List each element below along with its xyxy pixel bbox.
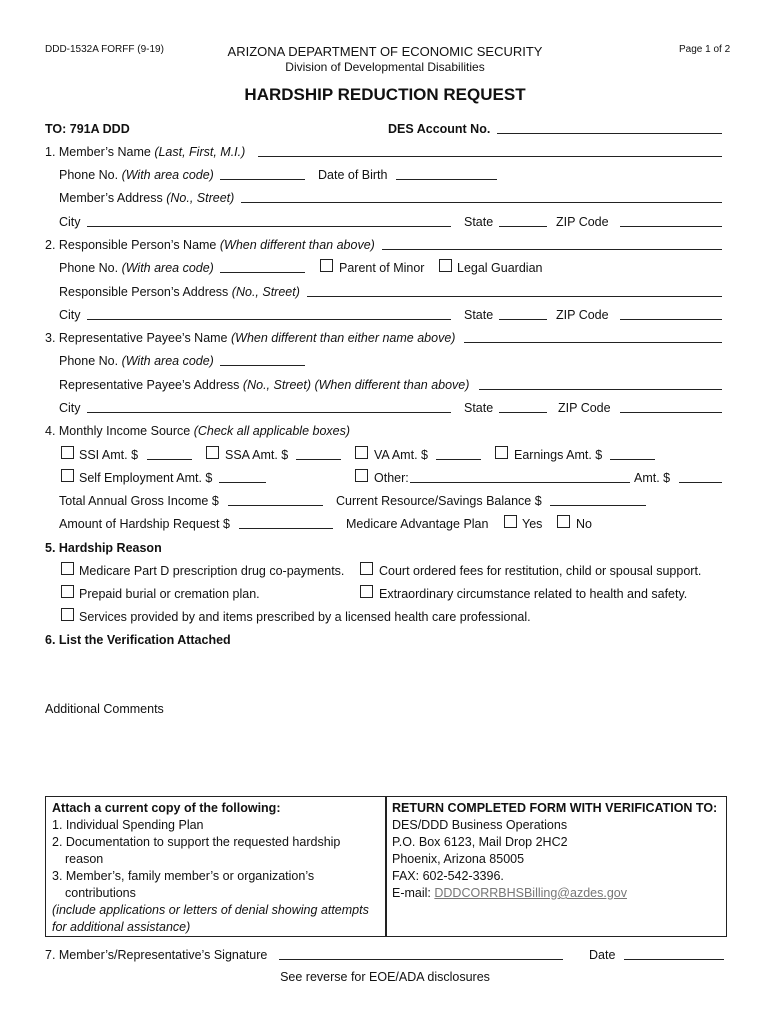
des-account-label: DES Account No.: [388, 122, 491, 136]
payee-city-field[interactable]: [87, 399, 451, 413]
member-zip-label: ZIP Code: [556, 215, 609, 229]
gross-income-label: Total Annual Gross Income $: [59, 494, 219, 508]
medicare-advantage-label: Medicare Advantage Plan: [346, 517, 489, 531]
signature-date-label: Date: [589, 948, 616, 962]
responsible-state-label: State: [464, 308, 494, 322]
extraordinary-circumstance-checkbox[interactable]: [360, 585, 373, 598]
member-phone-field[interactable]: [220, 166, 305, 180]
attach-heading: Attach a current copy of the following:: [52, 801, 281, 815]
income-source-label: 4. Monthly Income Source (Check all applicable boxes): [45, 424, 351, 438]
other-amount-label: Amt. $: [634, 471, 671, 485]
prepaid-burial-label: Prepaid burial or cremation plan.: [79, 587, 260, 601]
additional-comments-area[interactable]: [45, 720, 725, 790]
return-line-2: P.O. Box 6123, Mail Drop 2HC2: [392, 835, 568, 849]
other-income-checkbox[interactable]: [355, 469, 368, 482]
legal-guardian-label: Legal Guardian: [457, 261, 543, 275]
payee-zip-field[interactable]: [620, 399, 722, 413]
footer-note: See reverse for EOE/ADA disclosures: [280, 970, 490, 984]
page-number: Page 1 of 2: [679, 44, 731, 55]
member-address-label: Member’s Address (No., Street): [59, 191, 235, 205]
payee-address-field[interactable]: [479, 376, 722, 390]
hardship-amount-field[interactable]: [239, 515, 333, 529]
verification-area[interactable]: [45, 652, 725, 696]
va-amount-field[interactable]: [436, 446, 481, 460]
division-name: Division of Developmental Disabilities: [285, 60, 485, 74]
return-line-3: Phoenix, Arizona 85005: [392, 852, 525, 866]
return-fax: FAX: 602-542-3396.: [392, 869, 504, 883]
member-city-field[interactable]: [87, 213, 451, 227]
payee-phone-label: Phone No. (With area code): [59, 354, 214, 368]
member-dob-label: Date of Birth: [318, 168, 388, 182]
responsible-city-field[interactable]: [87, 306, 451, 320]
resources-label: Current Resource/Savings Balance $: [336, 494, 542, 508]
attach-documents-box: [45, 796, 387, 937]
return-heading: RETURN COMPLETED FORM WITH VERIFICATION TO:: [392, 801, 718, 815]
medicare-advantage-yes-checkbox[interactable]: [504, 515, 517, 528]
responsible-zip-field[interactable]: [620, 306, 722, 320]
legal-guardian-checkbox[interactable]: [439, 259, 452, 272]
ssi-amount-field[interactable]: [147, 446, 192, 460]
agency-name: ARIZONA DEPARTMENT OF ECONOMIC SECURITY: [227, 44, 543, 59]
return-line-1: DES/DDD Business Operations: [392, 818, 568, 832]
attach-item-1: 1. Individual Spending Plan: [52, 818, 204, 832]
medicare-part-d-checkbox[interactable]: [61, 562, 74, 575]
payee-name-field[interactable]: [464, 329, 722, 343]
earnings-label: Earnings Amt. $: [514, 448, 603, 462]
form-id: DDD-1532A FORFF (9-19): [45, 44, 164, 55]
medicare-advantage-no-label: No: [576, 517, 592, 531]
extraordinary-circumstance-label: Extraordinary circumstance related to health and safety.: [379, 587, 688, 601]
parent-of-minor-checkbox[interactable]: [320, 259, 333, 272]
des-account-field[interactable]: [497, 120, 722, 134]
earnings-amount-field[interactable]: [610, 446, 655, 460]
member-zip-field[interactable]: [620, 213, 722, 227]
other-income-field[interactable]: [410, 469, 630, 483]
signature-label: 7. Member’s/Representative’s Signature: [45, 948, 268, 962]
return-address-box: [385, 796, 727, 937]
member-dob-field[interactable]: [396, 166, 497, 180]
member-phone-label: Phone No. (With area code): [59, 168, 214, 182]
self-employment-amount-field[interactable]: [219, 469, 266, 483]
to-label: TO: 791A DDD: [45, 122, 130, 136]
medicare-advantage-no-checkbox[interactable]: [557, 515, 570, 528]
member-state-label: State: [464, 215, 494, 229]
responsible-name-label: 2. Responsible Person’s Name (When different than above): [45, 238, 375, 252]
page-title: HARDSHIP REDUCTION REQUEST: [244, 85, 526, 104]
payee-state-label: State: [464, 401, 494, 415]
ssa-amount-field[interactable]: [296, 446, 341, 460]
return-email: E-mail: DDDCORRBHSBilling@azdes.gov: [392, 886, 627, 900]
medicare-advantage-yes-label: Yes: [522, 517, 543, 531]
ssi-checkbox[interactable]: [61, 446, 74, 459]
member-address-field[interactable]: [241, 189, 722, 203]
payee-zip-label: ZIP Code: [558, 401, 611, 415]
payee-city-label: City: [59, 401, 81, 415]
court-ordered-label: Court ordered fees for restitution, child or spousal support.: [379, 564, 702, 578]
ssa-label: SSA Amt. $: [225, 448, 289, 462]
other-amount-field[interactable]: [679, 469, 722, 483]
attach-item-2-continued: reason: [65, 852, 104, 866]
member-state-field[interactable]: [499, 213, 547, 227]
responsible-zip-label: ZIP Code: [556, 308, 609, 322]
ssa-checkbox[interactable]: [206, 446, 219, 459]
additional-comments-label: Additional Comments: [45, 702, 164, 716]
gross-income-field[interactable]: [228, 492, 323, 506]
responsible-address-field[interactable]: [307, 283, 722, 297]
responsible-name-field[interactable]: [382, 236, 722, 250]
self-employment-label: Self Employment Amt. $: [79, 471, 213, 485]
hardship-amount-label: Amount of Hardship Request $: [59, 517, 230, 531]
responsible-phone-label: Phone No. (With area code): [59, 261, 214, 275]
responsible-state-field[interactable]: [499, 306, 547, 320]
earnings-checkbox[interactable]: [495, 446, 508, 459]
email-link[interactable]: DDDCORRBHSBilling@azdes.gov: [434, 886, 627, 900]
attach-note: (include applications or letters of denial showing attempts: [52, 903, 369, 917]
payee-address-label: Representative Payee’s Address (No., Street) (When different than above): [59, 378, 470, 392]
va-checkbox[interactable]: [355, 446, 368, 459]
parent-of-minor-label: Parent of Minor: [339, 261, 425, 275]
self-employment-checkbox[interactable]: [61, 469, 74, 482]
attach-item-3-continued: contributions: [65, 886, 136, 900]
services-provided-checkbox[interactable]: [61, 608, 74, 621]
other-income-label: Other:: [374, 471, 409, 485]
payee-name-label: 3. Representative Payee’s Name (When different than either name above): [45, 331, 456, 345]
verification-heading: 6. List the Verification Attached: [45, 633, 231, 647]
services-provided-label: Services provided by and items prescribed by a licensed health care professional.: [79, 610, 531, 624]
signature-date-field[interactable]: [624, 946, 724, 960]
payee-state-field[interactable]: [499, 399, 547, 413]
attach-item-3: 3. Member’s, family member’s or organization’s: [52, 869, 315, 883]
va-label: VA Amt. $: [374, 448, 428, 462]
medicare-part-d-label: Medicare Part D prescription drug co-payments.: [79, 564, 345, 578]
member-name-field[interactable]: [258, 143, 722, 157]
member-name-label: 1. Member’s Name (Last, First, M.I.): [45, 145, 246, 159]
responsible-phone-field[interactable]: [220, 259, 305, 273]
responsible-city-label: City: [59, 308, 81, 322]
member-city-label: City: [59, 215, 81, 229]
hardship-reason-heading: 5. Hardship Reason: [45, 541, 162, 555]
prepaid-burial-checkbox[interactable]: [61, 585, 74, 598]
attach-note-continued: for additional assistance): [52, 920, 191, 934]
resources-field[interactable]: [550, 492, 646, 506]
court-ordered-checkbox[interactable]: [360, 562, 373, 575]
signature-field[interactable]: [279, 946, 563, 960]
attach-item-2: 2. Documentation to support the requested hardship: [52, 835, 341, 849]
responsible-address-label: Responsible Person’s Address (No., Street): [59, 285, 300, 299]
payee-phone-field[interactable]: [220, 352, 305, 366]
ssi-label: SSI Amt. $: [79, 448, 139, 462]
